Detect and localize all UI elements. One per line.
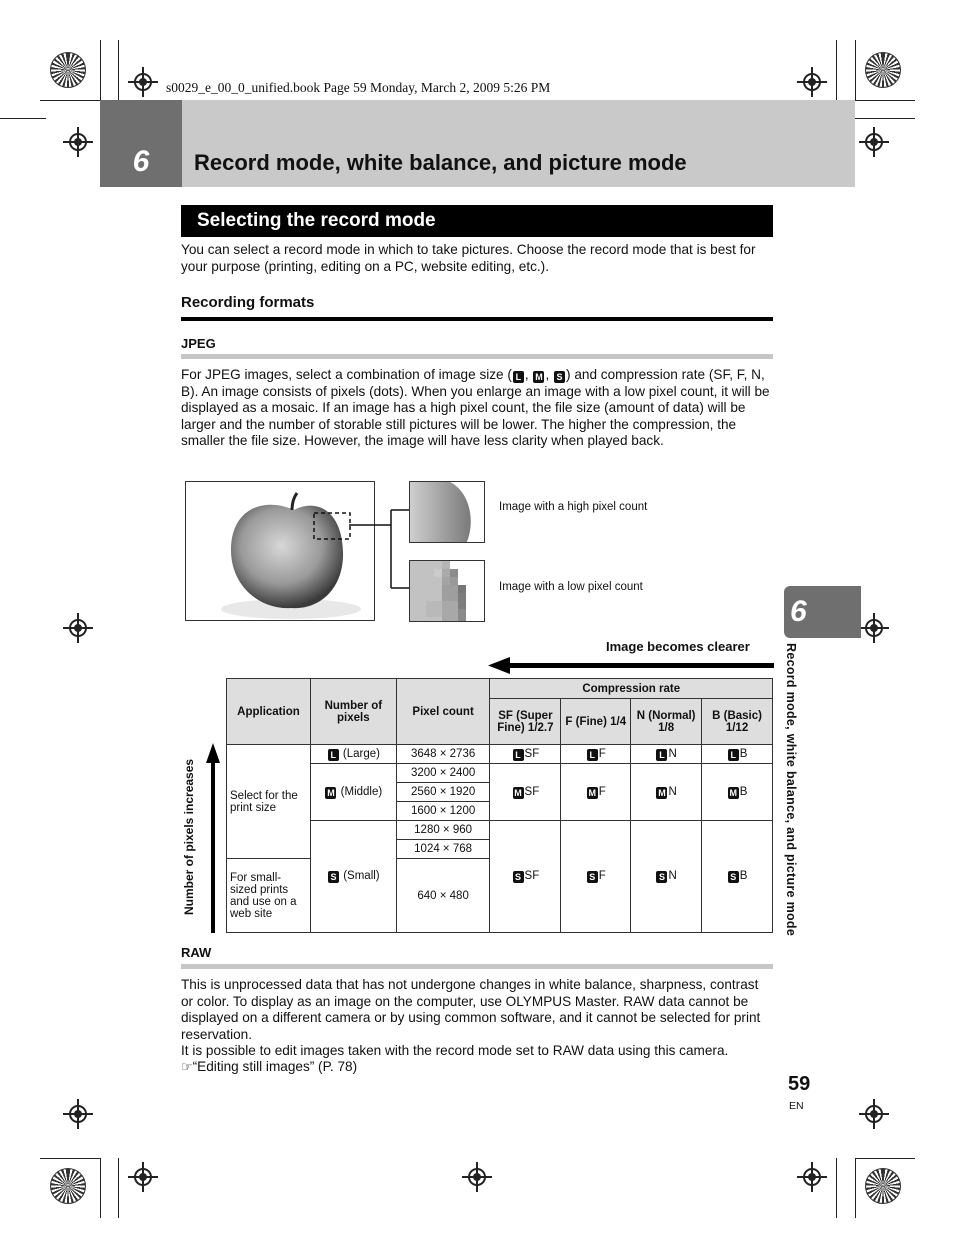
side-chapter-title: Record mode, white balance, and picture mode bbox=[784, 643, 798, 937]
table-row bbox=[227, 745, 773, 764]
registration-wheel-icon bbox=[865, 52, 901, 88]
col-compression-rate: Compression rate bbox=[490, 679, 773, 699]
mode-cell: L B bbox=[702, 745, 773, 764]
size-large-icon: L bbox=[513, 371, 524, 383]
mode-cell: L SF bbox=[490, 745, 561, 764]
pixel-count: 1280 × 960 bbox=[396, 821, 490, 840]
low-pixel-thumbnail bbox=[409, 560, 485, 622]
mode-cell: M B bbox=[702, 764, 773, 821]
crop-mark bbox=[40, 100, 100, 101]
side-chapter-tab: 6 bbox=[784, 586, 861, 638]
page-number: 59 bbox=[788, 1073, 811, 1095]
crop-mark bbox=[836, 40, 837, 100]
crop-mark bbox=[40, 1158, 100, 1159]
jpeg-rule bbox=[181, 354, 773, 359]
mode-cell: S N bbox=[631, 821, 702, 933]
pixel-count: 640 × 480 bbox=[396, 859, 490, 933]
app-small-web: For small-sized prints and use on a web site bbox=[227, 859, 311, 933]
mode-cell: L N bbox=[631, 745, 702, 764]
registration-target-icon bbox=[134, 73, 152, 91]
size-large-icon: L bbox=[328, 749, 339, 761]
col-n: N (Normal) 1/8 bbox=[631, 699, 702, 745]
left-arrow-icon bbox=[488, 657, 774, 675]
crop-mark bbox=[855, 1158, 915, 1159]
size-large: L (Large) bbox=[310, 745, 396, 764]
raw-reference: ☞“Editing still images” (P. 78) bbox=[181, 1059, 358, 1074]
pixel-count: 3648 × 2736 bbox=[396, 745, 490, 764]
registration-target-icon bbox=[134, 1168, 152, 1186]
language-code: EN bbox=[789, 1100, 804, 1112]
crop-mark bbox=[100, 40, 101, 100]
chapter-title: Record mode, white balance, and picture mode bbox=[194, 150, 687, 175]
record-mode-table bbox=[226, 678, 773, 933]
col-b: B (Basic) 1/12 bbox=[702, 699, 773, 745]
registration-wheel-icon bbox=[865, 1168, 901, 1204]
registration-target-icon bbox=[69, 133, 87, 151]
book-info-line: s0029_e_00_0_unified.book Page 59 Monday, March 2, 2009 5:26 PM bbox=[166, 80, 551, 95]
chapter-number: 6 bbox=[100, 100, 182, 187]
registration-wheel-icon bbox=[50, 1168, 86, 1204]
crop-mark bbox=[855, 118, 915, 119]
registration-target-icon bbox=[69, 1105, 87, 1123]
registration-target-icon bbox=[803, 73, 821, 91]
section-title: Selecting the record mode bbox=[181, 205, 773, 237]
reference-hand-icon: ☞ bbox=[181, 1059, 193, 1074]
registration-wheel-icon bbox=[50, 52, 86, 88]
app-print-size: Select for the print size bbox=[227, 745, 311, 859]
recording-formats-heading: Recording formats bbox=[181, 294, 315, 311]
crop-mark bbox=[0, 118, 46, 119]
col-f: F (Fine) 1/4 bbox=[561, 699, 631, 745]
registration-target-icon bbox=[468, 1168, 486, 1186]
registration-target-icon bbox=[865, 619, 883, 637]
size-small-icon: S bbox=[328, 871, 339, 883]
size-middle-icon: M bbox=[535, 372, 543, 382]
registration-target-icon bbox=[69, 619, 87, 637]
apple-photo bbox=[185, 481, 375, 621]
mode-cell: S F bbox=[561, 821, 631, 933]
col-application: Application bbox=[227, 679, 311, 745]
raw-rule bbox=[181, 964, 773, 969]
pixel-count: 1600 × 1200 bbox=[396, 802, 490, 821]
size-small: S (Small) bbox=[310, 821, 396, 933]
mode-cell: M SF bbox=[490, 764, 561, 821]
col-number-of-pixels: Number of pixels bbox=[310, 679, 396, 745]
mode-cell: S B bbox=[702, 821, 773, 933]
crop-mark bbox=[118, 1158, 119, 1218]
heading-rule bbox=[181, 317, 773, 321]
registration-target-icon bbox=[803, 1168, 821, 1186]
pixel-count: 3200 × 2400 bbox=[396, 764, 490, 783]
pixel-count: 2560 × 1920 bbox=[396, 783, 490, 802]
caption-low-pixel: Image with a low pixel count bbox=[499, 581, 643, 593]
clearer-label: Image becomes clearer bbox=[606, 639, 750, 654]
up-arrow-icon bbox=[206, 743, 220, 933]
raw-edit-note: It is possible to edit images taken with the record mode set to RAW data using this camera. bbox=[181, 1043, 729, 1058]
raw-heading: RAW bbox=[181, 945, 212, 960]
size-small-icon: S bbox=[554, 371, 565, 383]
size-middle: M (Middle) bbox=[310, 764, 396, 821]
registration-target-icon bbox=[865, 1105, 883, 1123]
section-intro: You can select a record mode in which to take pictures. Choose the record mode that is best for your purpose (printing, editing on a PC, website editing, etc.). bbox=[181, 242, 756, 274]
size-middle-icon: M bbox=[327, 787, 335, 798]
high-pixel-thumbnail bbox=[409, 481, 485, 543]
mode-cell: M F bbox=[561, 764, 631, 821]
crop-mark bbox=[100, 1158, 101, 1218]
pixels-increase-label: Number of pixels increases bbox=[182, 758, 196, 916]
mode-cell: L F bbox=[561, 745, 631, 764]
crop-mark bbox=[836, 1158, 837, 1218]
raw-paragraph: This is unprocessed data that has not undergone changes in white balance, sharpness, contrast or color. To display as an image on the computer, use OLYMPUS Master. RAW data cannot be displayed on a different camera or by using common software, and it cannot be selected for print reservation. bbox=[181, 977, 761, 1042]
registration-target-icon bbox=[865, 133, 883, 151]
jpeg-paragraph: For JPEG images, select a combination of image size ( L , M , S ) and compression rate (SF, F, N, B). An image consists of pixels (dots). When you enlarge an image with a low pixel count, it will be displayed as a mosaic. If an image has a high pixel count, the file size (amount of data) will be larger and the number of storable still pictures will be lower. The higher the compression, the smaller the file size. However, the image will have less clarity when played back. bbox=[181, 367, 770, 448]
col-sf: SF (Super Fine) 1/2.7 bbox=[490, 699, 561, 745]
caption-high-pixel: Image with a high pixel count bbox=[499, 501, 648, 513]
jpeg-heading: JPEG bbox=[181, 336, 216, 351]
mode-cell: M N bbox=[631, 764, 702, 821]
crop-mark bbox=[855, 40, 856, 100]
mode-cell: S SF bbox=[490, 821, 561, 933]
crop-mark bbox=[855, 100, 915, 101]
pixel-count: 1024 × 768 bbox=[396, 840, 490, 859]
crop-mark bbox=[855, 1158, 856, 1218]
col-pixel-count: Pixel count bbox=[396, 679, 490, 745]
crop-mark bbox=[118, 40, 119, 100]
figure-connector bbox=[349, 508, 411, 593]
